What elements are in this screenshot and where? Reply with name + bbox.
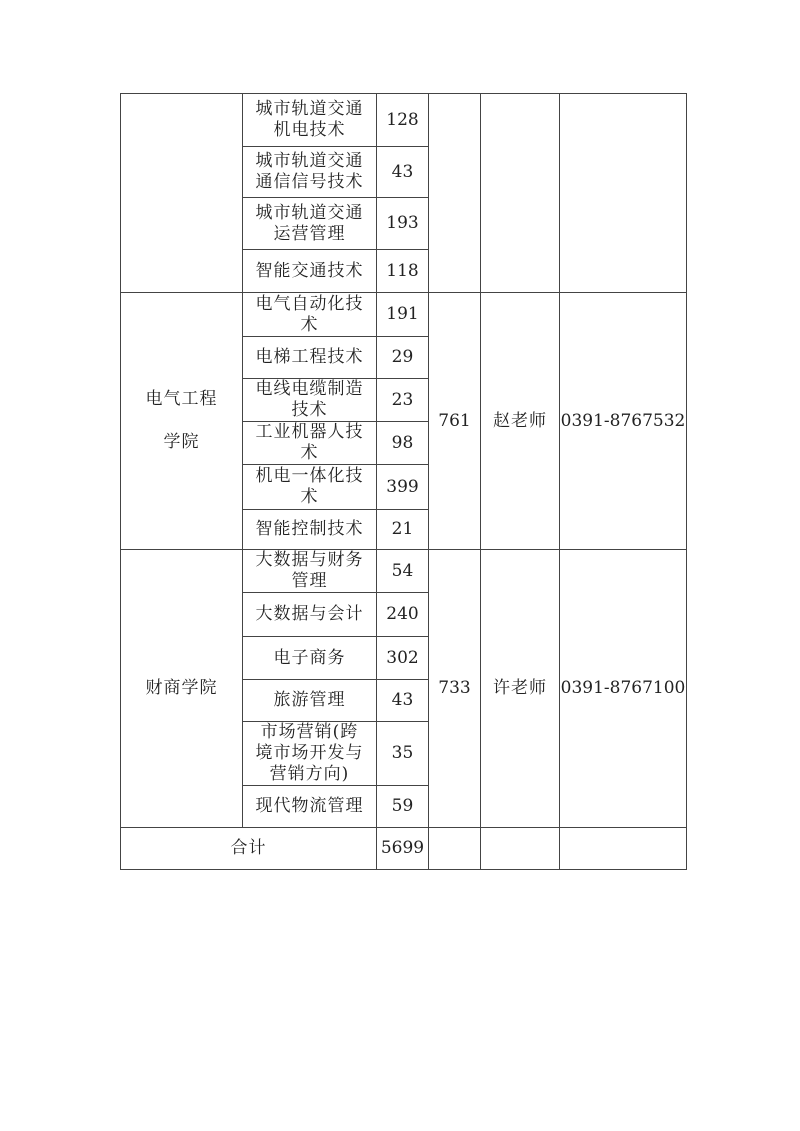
major-name-line: 工业机器人技 xyxy=(255,422,364,442)
major-name-line: 运营管理 xyxy=(273,223,346,244)
contact-cell xyxy=(481,94,560,293)
major-name-line: 市场营销(跨 xyxy=(260,722,359,742)
college-name-line: 财商学院 xyxy=(145,678,218,698)
phone-cell: 0391-8767532 xyxy=(560,293,687,550)
major-name-cell xyxy=(243,147,377,198)
major-name-cell xyxy=(243,465,377,510)
major-name-line: 境市场开发与 xyxy=(255,743,364,763)
major-name-line: 现代物流管理 xyxy=(255,796,364,816)
major-name-line: 机电一体化技 xyxy=(255,466,364,486)
major-name-line: 电梯工程技术 xyxy=(255,347,364,367)
table-row xyxy=(121,94,687,147)
major-count-cell: 59 xyxy=(377,786,429,828)
major-name-line: 智能控制技术 xyxy=(255,519,364,539)
major-count-cell: 35 xyxy=(377,722,429,786)
grand-total-cell: 5699 xyxy=(377,828,429,870)
major-name-line: 电子商务 xyxy=(273,647,346,668)
phone-cell: 0391-8767100 xyxy=(560,550,687,828)
major-name-cell xyxy=(243,510,377,550)
major-count-cell: 399 xyxy=(377,465,429,510)
major-name-line: 大数据与财务 xyxy=(255,550,364,570)
major-name-line: 大数据与会计 xyxy=(255,604,364,624)
major-count-cell: 191 xyxy=(377,293,429,337)
major-name-line: 技术 xyxy=(291,400,328,420)
college-name-line: 电气工程 xyxy=(145,389,218,409)
major-name-cell xyxy=(243,293,377,337)
college-total-cell: 761 xyxy=(429,293,481,550)
total-label-cell: 合计 xyxy=(121,828,377,870)
major-name-cell xyxy=(243,550,377,593)
total-empty-cell xyxy=(560,828,687,870)
major-count-cell: 98 xyxy=(377,422,429,465)
major-name-cell xyxy=(243,337,377,379)
phone-cell xyxy=(560,94,687,293)
major-count-cell: 193 xyxy=(377,198,429,250)
major-name-line: 旅游管理 xyxy=(273,690,346,710)
college-total-cell: 733 xyxy=(429,550,481,828)
major-name-cell xyxy=(243,786,377,828)
major-name-line: 城市轨道交通 xyxy=(255,151,364,171)
major-name-line: 术 xyxy=(300,487,319,507)
major-name-cell xyxy=(243,198,377,250)
major-name-line: 管理 xyxy=(291,571,328,591)
total-empty-cell xyxy=(481,828,560,870)
college-name-cell xyxy=(121,94,243,293)
major-name-cell xyxy=(243,722,377,786)
major-name-cell xyxy=(243,422,377,465)
major-name-line: 术 xyxy=(300,443,319,463)
major-count-cell: 43 xyxy=(377,680,429,722)
major-name-line: 智能交通技术 xyxy=(255,260,364,281)
total-row xyxy=(121,828,687,870)
major-name-cell xyxy=(243,680,377,722)
major-count-cell: 118 xyxy=(377,250,429,293)
major-name-line: 术 xyxy=(300,314,319,335)
major-name-line: 电气自动化技 xyxy=(255,293,364,314)
college-total-cell xyxy=(429,94,481,293)
major-count-cell: 23 xyxy=(377,379,429,422)
contact-cell: 赵老师 xyxy=(481,293,560,550)
college-name-cell xyxy=(121,293,243,550)
major-name-line: 城市轨道交通 xyxy=(255,99,364,119)
major-count-cell: 29 xyxy=(377,337,429,379)
major-name-line: 城市轨道交通 xyxy=(255,202,364,223)
total-empty-cell xyxy=(429,828,481,870)
major-count-cell: 128 xyxy=(377,94,429,147)
major-count-cell: 21 xyxy=(377,510,429,550)
major-count-cell: 43 xyxy=(377,147,429,198)
major-name-cell xyxy=(243,593,377,637)
major-name-line: 电线电缆制造 xyxy=(255,379,364,399)
major-name-line: 营销方向) xyxy=(269,764,350,784)
major-name-cell xyxy=(243,379,377,422)
contact-cell: 许老师 xyxy=(481,550,560,828)
major-name-cell xyxy=(243,250,377,293)
table-row xyxy=(121,293,687,337)
major-name-cell xyxy=(243,94,377,147)
major-name-cell xyxy=(243,637,377,680)
enrollment-table xyxy=(120,93,687,870)
college-name-line: 学院 xyxy=(163,432,200,452)
college-name-cell xyxy=(121,550,243,828)
major-count-cell: 54 xyxy=(377,550,429,593)
table-row xyxy=(121,550,687,593)
major-count-cell: 240 xyxy=(377,593,429,637)
major-count-cell: 302 xyxy=(377,637,429,680)
major-name-line: 机电技术 xyxy=(273,120,346,140)
major-name-line: 通信信号技术 xyxy=(255,172,364,192)
